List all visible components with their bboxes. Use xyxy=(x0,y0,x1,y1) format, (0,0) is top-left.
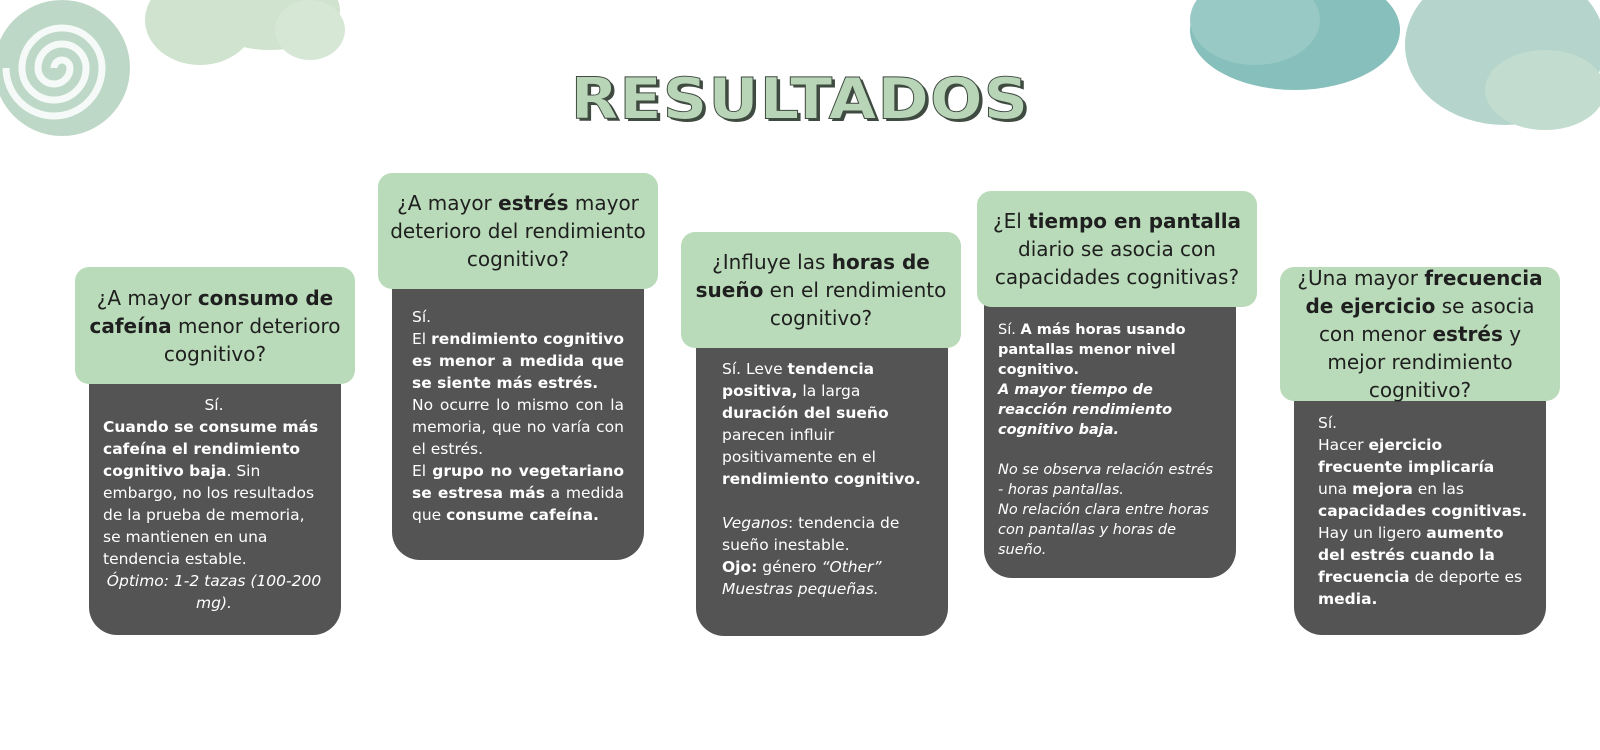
answer-note: Óptimo: 1-2 tazas (100-200 mg). xyxy=(106,572,322,612)
question-text: ¿El tiempo en pantalla diario se asocia con capacidades cognitivas? xyxy=(992,209,1242,289)
question-text: ¿A mayor estrés mayor deterioro del rendimiento cognitivo? xyxy=(390,191,646,271)
answer-card-exercise xyxy=(1294,390,1546,635)
answer-text: Sí. Leve tendencia positiva, la larga duración del sueño parecen influir positivamente en el rendimiento cognitivo. xyxy=(722,360,921,488)
page-title: RESULTADOS xyxy=(570,64,1030,133)
answer-card-screen xyxy=(984,300,1236,578)
answer-reaction: A mayor tiempo de reacción rendimiento cognitivo baja. xyxy=(998,382,1173,438)
flower-decoration-left xyxy=(140,0,350,75)
question-card-screen xyxy=(977,191,1257,307)
question-text: ¿Influye las horas de sueño en el rendimiento cognitivo? xyxy=(695,250,947,330)
answer-text: Hacer ejercicio frecuente implicaría una mejora en las capacidades cognitivas. xyxy=(1318,436,1528,520)
answer-card-caffeine xyxy=(89,370,341,635)
answer-no-clear-relation: No relación clara entre horas con pantallas y horas de sueño. xyxy=(998,502,1209,558)
question-text: ¿Una mayor frecuencia de ejercicio se asocia con menor estrés y mejor rendimiento cognitivo? xyxy=(1297,266,1543,402)
answer-gender: Ojo: género “Other” xyxy=(722,558,882,576)
question-card-exercise xyxy=(1280,267,1560,401)
question-card-stress xyxy=(378,173,658,289)
question-card-sleep xyxy=(681,232,961,348)
answer-yes: Sí. xyxy=(204,396,224,414)
answer-text: Cuando se consume más cafeína el rendimiento cognitivo baja. Sin embargo, no los resultados de la prueba de memoria, se mantienen en una tendencia estable. xyxy=(103,418,319,568)
answer-card-sleep xyxy=(696,340,948,636)
answer-yes: Sí. xyxy=(412,308,432,326)
question-card-caffeine xyxy=(75,267,355,384)
answer-vegans: Veganos: tendencia de sueño inestable. xyxy=(722,514,900,554)
answer-no-relation: No se observa relación estrés - horas pantallas. xyxy=(998,462,1214,498)
answer-card-stress xyxy=(392,280,644,560)
answer-text: Sí. A más horas usando pantallas menor nivel cognitivo. xyxy=(998,322,1186,378)
question-text: ¿A mayor consumo de cafeína menor deterioro cognitivo? xyxy=(89,285,341,366)
answer-samples: Muestras pequeñas. xyxy=(722,580,879,598)
answer-text: El rendimiento cognitivo es menor a medida que se siente más estrés. xyxy=(412,330,624,392)
answer-memory: No ocurre lo mismo con la memoria, que no varía con el estrés. xyxy=(412,396,624,458)
answer-group: El grupo no vegetariano se estresa más a medida que consume cafeína. xyxy=(412,462,625,524)
answer-yes: Sí. xyxy=(1318,414,1338,432)
answer-stress: Hay un ligero aumento del estrés cuando la frecuencia de deporte es media. xyxy=(1318,524,1523,608)
